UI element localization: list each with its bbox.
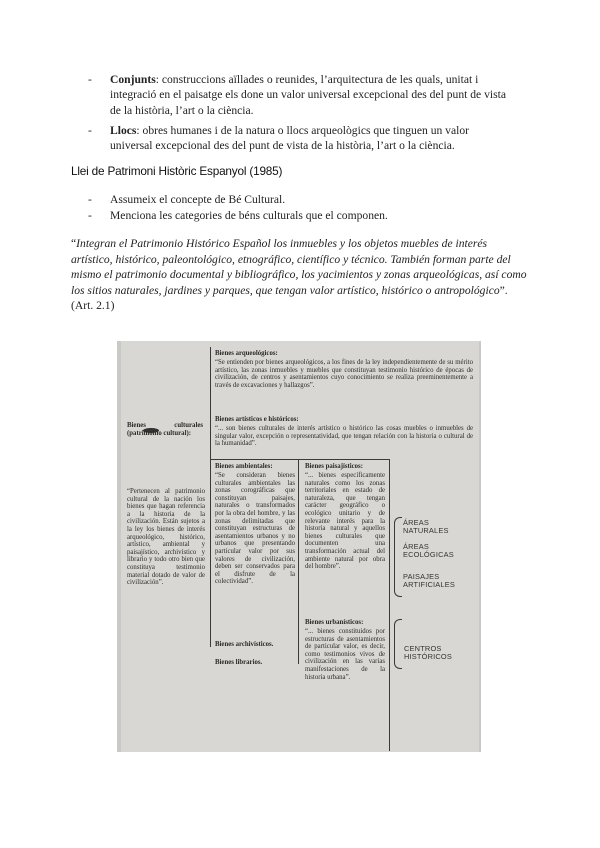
bullet-dash: - [88,209,92,222]
quote-open: “ [71,237,77,250]
arqueologicos-title: Bienes arqueológicos: [215,350,278,357]
scan-page [121,341,479,752]
librarios-label: Bienes librarios. [215,659,263,666]
label-paisajes-artificiales: PAISAJES ARTIFICIALES [403,572,455,589]
culturales-text: “Pertenecen al patrimonio cultural de la nación los bienes que hagan referencia a la historia de la civilización. Están sujetos a la ley los bienes de interés arqueológico, histórico, artístico, ambiental y paisajístico, archivístico y librario y todo otro bien que constituya testimonio material dotado de valor de civilización”. [127,488,205,587]
label-areas-naturales: ÁREAS NATURALES [403,518,449,535]
quote-italic: Integran el Patrimonio Histórico Español los inmuebles y los objetos muebles de interés artístico, histórico, paleontológico, etnográfico, científico y técnico. También forman parte del mismo el patrimonio documental y bibliográfico, los yacimientos y zonas arqueológicas, así como los sitios naturales, jardines y parques, que tengan valor artístico, histórico o antropológico [71,237,527,297]
artisticos-text: “... son bienes culturales de interés artístico o histórico las cosas muebles o inmuebles de singular valor, excepción o representatividad, que tengan relación con la historia o cultural de la humanidad”. [215,425,473,448]
quote-close: ”. (Art. 2.1) [71,283,508,313]
label-areas-ecologicas: ÁREAS ECOLÓGICAS [403,542,454,559]
section-heading: Llei de Patrimoni Històric Espanyol (1985) [71,164,283,178]
divider [210,347,211,647]
bullet-law-text: Menciona les categories de béns culturals que el componen. [110,209,388,222]
bullet-law-2 [88,208,508,223]
archivisticos-label: Bienes archivísticos. [215,641,274,648]
def-conjunts: : construccions aïllades o reunides, l’arquitectura de les quals, unitat i integració en el paisatge els done un valor universal excepcional des del punt de vista de la història, l’art o la ciència. [110,73,506,117]
bullet-dash: - [88,73,92,86]
artisticos-title: Bienes artísticos e históricos: [215,416,299,423]
bullet-conjunts [88,72,508,118]
brace-urbanisticos [394,619,402,669]
divider [298,459,299,664]
paisajisticos-text: “... bienes específicamente naturales como los zonas territoriales en estado de naturaleza, que tengan carácter geográfico o ecológico unitario y de relevante interés para la historia natural y aquellos bienes culturales que documenten una transformación actual del ambiente natural por obra del hombre”. [305,472,385,571]
arqueologicos-text: “Se entienden por bienes arqueológicos, a los fines de la ley independientemente de su mérito artístico, las zonas inmuebles y muebles que constituyan testimonio histórico de épocas de civilización, de centros y asentamientos cuyo conocimiento se realiza preeminentemente a través de excavaciones y hallazgos”. [215,359,473,389]
def-llocs: : obres humanes i de la natura o llocs arqueològics que tinguen un valor universal excepcional des del punt de vista de la història, l’art o la ciència. [110,124,470,153]
divider [389,459,390,751]
urbanisticos-title: Bienes urbanísticos: [305,619,364,626]
bullet-dash: - [88,193,92,206]
bullet-llocs [88,123,500,154]
ambientales-title: Bienes ambientales: [215,463,273,470]
term-conjunts: Conjunts [110,73,156,86]
bullet-dash: - [88,124,92,137]
paisajisticos-title: Bienes paisajísticos: [305,463,363,470]
law-quote [71,236,531,314]
culturales-title: Bienes culturales (patrimonio cultural): [127,422,203,437]
divider [210,459,390,460]
term-llocs: Llocs [110,124,137,137]
bullet-law-text: Assumeix el concepte de Bé Cultural. [110,193,286,206]
scanned-diagram [117,341,481,752]
label-centros-historicos: CENTROS HISTÓRICOS [404,644,452,661]
brace-paisajisticos [394,517,402,597]
ambientales-text: “Se consideran bienes culturales ambientales las zonas corográficas que constituyan paisajes, naturales o transformados por la obra del hombre, y las zonas delimitadas que constituyan estructuras de asentamientos urbanos y no urbanos que presentando particular valor por sus valores de civilización, deben ser conservados para el disfrute de la colectividad”. [215,472,295,586]
bullet-law-1 [88,192,508,207]
urbanisticos-text: “... bienes constituidos por estructuras de asentamientos de particular valor, es decir, como testimonios vivos de civilización en las varias manifestaciones de la historia urbana”. [305,628,385,681]
